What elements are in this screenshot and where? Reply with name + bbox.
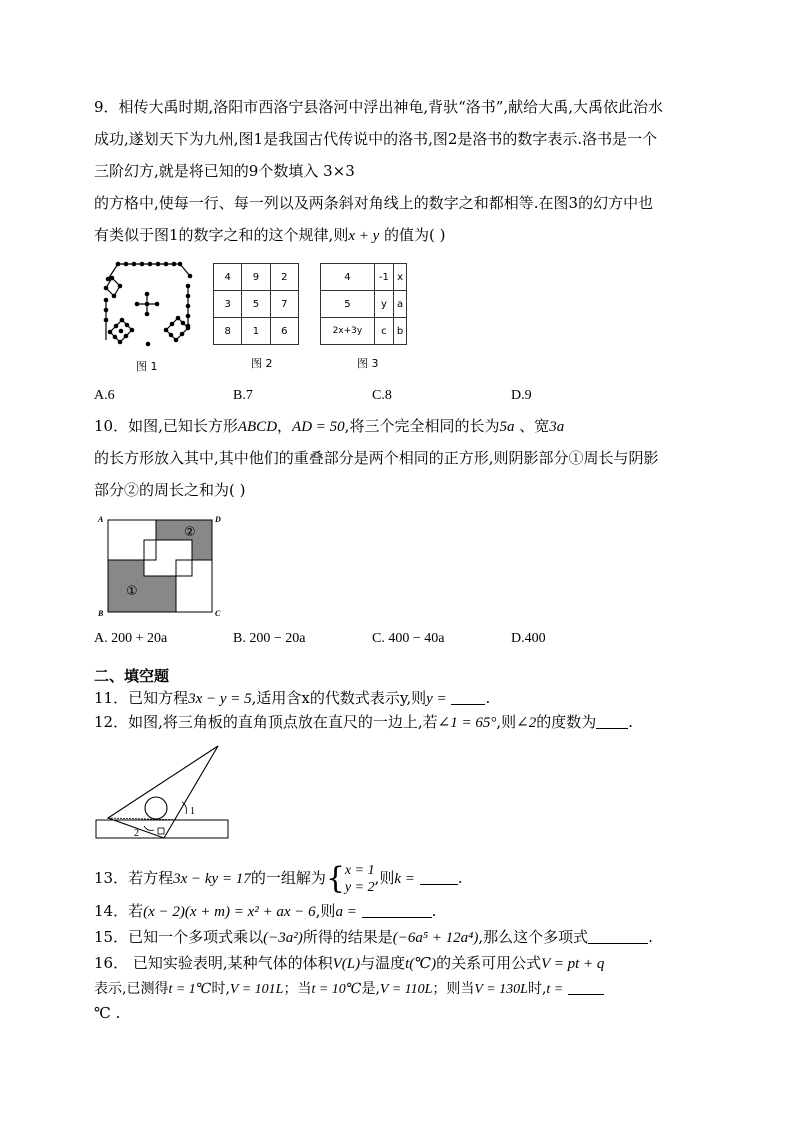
q11-eq: 3x − y = 5 <box>188 691 252 707</box>
q13-k: k = <box>394 871 415 887</box>
q16-v3: V = 130L <box>474 982 528 997</box>
q9-line2: 成功,遂划天下为九州,图1是我国古代传说中的洛书,图2是洛书的数字表示.洛书是一个 <box>94 130 658 148</box>
grid3-cell: a <box>394 291 407 318</box>
q10-wid: 3a <box>549 419 565 435</box>
q10-l1-sep: 、宽 <box>514 417 550 435</box>
q12-end: . <box>628 713 633 731</box>
q9-line5-pre: 有类似于图1的数字之和的这个规律,则 <box>94 226 349 244</box>
luoshu-figure <box>96 256 198 350</box>
shade-label-2: ② <box>184 525 196 540</box>
q10-option-d[interactable]: D.400 <box>511 631 546 646</box>
q15-answer-blank[interactable] <box>588 929 648 944</box>
fig3-caption: 图 3 <box>357 357 379 370</box>
q16-t3: t = <box>546 982 564 997</box>
q14-answer-blank[interactable] <box>362 903 432 918</box>
grid3-cell: 4 <box>321 264 375 291</box>
grid3-cell: x <box>394 264 407 291</box>
grid2-cell: 9 <box>242 264 270 291</box>
fig1-caption: 图 1 <box>136 360 158 373</box>
q13-s2: y = 2 <box>344 880 375 895</box>
q14-mid: ,则 <box>315 902 336 920</box>
q16-v1: V = 101L <box>229 982 284 997</box>
q15-mid: 所得的结果是 <box>302 928 393 946</box>
q12-answer-blank[interactable] <box>596 714 628 729</box>
grid2-cell: 4 <box>214 264 242 291</box>
q11-answer-blank[interactable] <box>451 690 485 705</box>
q13-post: ,则 <box>374 869 395 887</box>
grid3-cell: c <box>374 318 393 345</box>
q12-post: 的度数为 <box>536 713 597 731</box>
q11-mid: ,适用含x的代数式表示y,则 <box>251 689 427 707</box>
angle-2-label: 2 <box>134 828 139 839</box>
q9-option-b[interactable]: B.7 <box>233 388 253 403</box>
label-d: D <box>215 515 221 524</box>
section-header: 二、填空题 <box>94 667 170 685</box>
grid3-cell: b <box>394 318 407 345</box>
q16-l2d: 是, <box>361 981 380 997</box>
q16-l2c: ；当 <box>283 981 312 997</box>
q10-option-a[interactable]: A. 200 + 20a <box>94 631 168 646</box>
q14-end: . <box>431 902 437 920</box>
q9-option-a[interactable]: A.6 <box>94 388 115 403</box>
grid2-cell: 7 <box>270 291 298 318</box>
q16-v: V(L) <box>332 956 361 972</box>
angle-1-label: 1 <box>190 806 195 817</box>
q12-ang2: ∠2 <box>516 715 537 731</box>
q10-ad: AD = 50 <box>292 419 345 435</box>
rectangle-figure <box>96 512 226 620</box>
shade-label-1: ① <box>126 584 138 599</box>
q15-post: ,那么这个多项式 <box>478 928 589 946</box>
q12-mid: ,则 <box>496 713 517 731</box>
label-c: C <box>215 609 221 618</box>
q10-l1-mid: ， <box>277 417 293 435</box>
q12-pre: 12．如图,将三角板的直角顶点放在直尺的一边上,若 <box>94 713 438 731</box>
q13-s1: x = 1 <box>344 863 375 878</box>
q15-f: (−3a²) <box>263 930 303 946</box>
q16-answer-blank[interactable] <box>568 980 604 995</box>
q11-ans: y = <box>426 691 447 707</box>
q11-post: . <box>485 689 491 707</box>
q10-line1 <box>94 416 564 437</box>
q13-eq: 3x − ky = 17 <box>173 871 251 887</box>
q9-line4: 的方格中,使每一行、每一列以及两条斜对角线上的数字之和都相等.在图3的幻方中也 <box>94 194 654 212</box>
grid2-cell: 3 <box>214 291 242 318</box>
q9-line1: 9．相传大禹时期,洛阳市西洛宁县洛河中浮出神龟,背驮“洛书”,献给大禹,大禹依此治水 <box>94 98 663 116</box>
q11 <box>94 688 490 709</box>
grid3-cell: 2x+3y <box>321 318 375 345</box>
grid2-cell: 1 <box>242 318 270 345</box>
q16-line1 <box>94 953 604 974</box>
q13-end: . <box>457 869 463 887</box>
q10-line3: 部分②的周长之和为( ) <box>94 481 246 499</box>
q16-t1: t = 1℃ <box>168 982 212 997</box>
label-a: A <box>98 515 104 524</box>
q9-option-d[interactable]: D.9 <box>511 388 532 403</box>
q16-line3: ℃ . <box>94 1004 121 1022</box>
q9-line5-post: 的值为( ) <box>379 226 446 244</box>
q16-pre: 16． 已知实验表明,某种气体的体积 <box>94 954 333 972</box>
q10-l1-pre: 10．如图,已知长方形 <box>94 417 238 435</box>
q16-line2 <box>94 979 604 1000</box>
q16-m2: 的关系可用公式 <box>436 954 542 972</box>
q9-option-c[interactable]: C.8 <box>372 388 392 403</box>
magic-square-grid3 <box>320 263 407 345</box>
q15 <box>94 927 653 948</box>
q10-option-c[interactable]: C. 400 − 40a <box>372 631 445 646</box>
q16-t: t(℃) <box>405 956 437 972</box>
grid2-cell: 6 <box>270 318 298 345</box>
q13 <box>94 860 462 897</box>
grid2-cell: 8 <box>214 318 242 345</box>
grid2-cell: 2 <box>270 264 298 291</box>
q16-l2b: 时, <box>211 981 230 997</box>
grid2-cell: 5 <box>242 291 270 318</box>
q12-ang: ∠1 = 65° <box>437 715 497 731</box>
q16-l2f: 时, <box>527 981 547 997</box>
magic-square-grid2 <box>213 263 299 345</box>
q14-a: a = <box>335 904 357 920</box>
q9-line3: 三阶幻方,就是将已知的9个数填入 3×3 <box>94 162 355 180</box>
q13-mid: 的一组解为 <box>250 869 326 887</box>
q9-expr: x + y <box>348 228 380 244</box>
q16-t2: t = 10℃ <box>311 982 362 997</box>
q14-pre: 14．若 <box>94 902 144 920</box>
q13-answer-blank[interactable] <box>420 870 458 885</box>
triangle-ruler-figure <box>94 742 234 842</box>
q16-m1: 与温度 <box>360 954 406 972</box>
q13-pre: 13．若方程 <box>94 869 174 887</box>
label-b: B <box>98 609 104 618</box>
q16-f: V = pt + q <box>541 956 605 972</box>
q14-eq: (x − 2)(x + m) = x² + ax − 6 <box>143 904 316 920</box>
q15-pre: 15．已知一个多项式乘以 <box>94 928 264 946</box>
q10-rect: ABCD <box>237 419 278 435</box>
q10-len: 5a <box>499 419 515 435</box>
brace: { <box>325 861 345 896</box>
grid3-cell: y <box>374 291 393 318</box>
q16-v2: V = 110L <box>379 982 433 997</box>
q10-line2: 的长方形放入其中,其中他们的重叠部分是两个相同的正方形,则阴影部分①周长与阴影 <box>94 449 659 467</box>
grid3-cell: -1 <box>374 264 393 291</box>
grid3-cell: 5 <box>321 291 375 318</box>
q11-pre: 11．已知方程 <box>94 689 189 707</box>
q16-l2e: ；则当 <box>432 981 475 997</box>
q15-end: . <box>648 928 653 946</box>
q13-system <box>345 862 375 896</box>
q16-l2a: 表示,已测得 <box>94 981 169 997</box>
q12 <box>94 712 633 733</box>
q15-r: (−6a⁵ + 12a⁴) <box>392 930 479 946</box>
q14 <box>94 901 436 922</box>
q10-option-b[interactable]: B. 200 − 20a <box>233 631 306 646</box>
fig2-caption: 图 2 <box>251 357 273 370</box>
q10-l1-post: ,将三个完全相同的长为 <box>344 417 500 435</box>
q9-line5 <box>94 225 446 246</box>
